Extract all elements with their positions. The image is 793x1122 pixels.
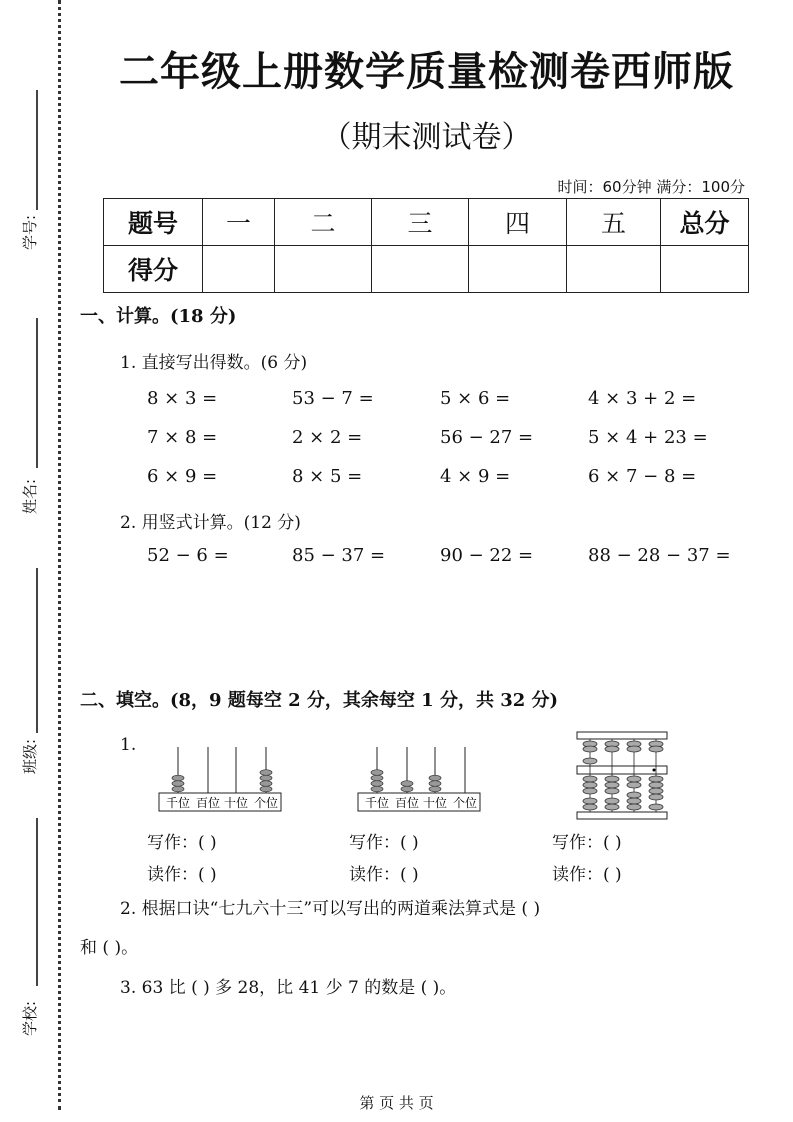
- abacus-bead: [429, 786, 441, 792]
- abacus-bead: [371, 775, 383, 781]
- abacus-bead: [371, 770, 383, 776]
- oral-calc-item: 56 − 27 =: [440, 427, 534, 448]
- place-label: 千位: [364, 796, 390, 810]
- place-label: 十位: [422, 796, 448, 810]
- q2-label: 2. 用竖式计算。(12 分): [120, 513, 301, 533]
- table-header-cell: 三: [372, 199, 469, 246]
- place-label: 个位: [253, 796, 279, 810]
- student-id-label: 学号:: [21, 214, 40, 251]
- score-cell[interactable]: [469, 246, 567, 293]
- read-blank[interactable]: 读作：( ): [349, 865, 419, 885]
- write-blank[interactable]: 写作：( ): [147, 833, 217, 853]
- read-blank[interactable]: 读作：( ): [552, 865, 622, 885]
- abacus-bead: [371, 786, 383, 792]
- oral-calc-item: 53 − 7 =: [292, 388, 374, 409]
- abacus-bead: [429, 775, 441, 781]
- oral-calc-item: 4 × 3 + 2 =: [588, 388, 697, 409]
- score-cell[interactable]: [661, 246, 749, 293]
- abacus-bead: [172, 786, 184, 792]
- score-cell[interactable]: [372, 246, 469, 293]
- oral-calc-item: 5 × 4 + 23 =: [588, 427, 708, 448]
- vertical-calc-item: 90 − 22 =: [440, 545, 534, 566]
- score-cell[interactable]: [203, 246, 275, 293]
- chinese-abacus: [575, 730, 670, 822]
- school-label: 学校:: [21, 1000, 40, 1037]
- abacus-bead: [260, 775, 272, 781]
- page-title: 二年级上册数学质量检测卷西师版: [119, 49, 734, 95]
- fill-q2-line2: 和 ( )。: [80, 938, 139, 958]
- table-header-cell: 五: [567, 199, 661, 246]
- abacus-bead: [260, 781, 272, 787]
- abacus-bead: [172, 781, 184, 787]
- oral-calc-item: 4 × 9 =: [440, 466, 511, 487]
- oral-calc-item: 6 × 7 − 8 =: [588, 466, 697, 487]
- abacus-1: [158, 745, 288, 815]
- place-label: 个位: [452, 796, 478, 810]
- school-line: [36, 818, 38, 986]
- abacus-bead: [401, 781, 413, 787]
- score-row-label: 得分: [104, 246, 203, 293]
- oral-calc-item: 8 × 3 =: [147, 388, 218, 409]
- place-label: 百位: [394, 796, 420, 810]
- fill-q1-label: 1.: [120, 735, 137, 755]
- read-blank[interactable]: 读作：( ): [147, 865, 217, 885]
- abacus-bead: [429, 781, 441, 787]
- vertical-calc-item: 85 − 37 =: [292, 545, 386, 566]
- vertical-calc-item: 88 − 28 − 37 =: [588, 545, 731, 566]
- name-label: 姓名:: [21, 478, 40, 515]
- abacus-bead: [172, 775, 184, 781]
- page-subtitle: （期末测试卷）: [321, 120, 532, 155]
- table-header-cell: 总分: [661, 199, 749, 246]
- score-table: [103, 198, 749, 293]
- score-cell[interactable]: [275, 246, 372, 293]
- place-label: 百位: [195, 796, 221, 810]
- vertical-calc-item: 52 − 6 =: [147, 545, 229, 566]
- class-line: [36, 568, 38, 733]
- oral-calc-item: 8 × 5 =: [292, 466, 363, 487]
- oral-calc-item: 2 × 2 =: [292, 427, 363, 448]
- abacus-bead: [371, 781, 383, 787]
- table-header-cell: 四: [469, 199, 567, 246]
- oral-calc-item: 6 × 9 =: [147, 466, 218, 487]
- table-header-cell: 二: [275, 199, 372, 246]
- write-blank[interactable]: 写作：( ): [552, 833, 622, 853]
- write-blank[interactable]: 写作：( ): [349, 833, 419, 853]
- q1-label: 1. 直接写出得数。(6 分): [120, 353, 308, 373]
- score-cell[interactable]: [567, 246, 661, 293]
- table-header-cell: 一: [203, 199, 275, 246]
- name-line: [36, 318, 38, 468]
- abacus-bead: [401, 786, 413, 792]
- binding-dashed-line: [58, 0, 61, 1110]
- fill-q2-line1: 2. 根据口诀“七九六十三”可以写出的两道乘法算式是 ( ): [120, 899, 541, 919]
- section2-heading: 二、填空。(8，9 题每空 2 分，其余每空 1 分，共 32 分): [80, 690, 559, 711]
- place-label: 十位: [223, 796, 249, 810]
- section1-heading: 一、计算。(18 分): [80, 306, 237, 327]
- class-label: 班级:: [21, 738, 40, 775]
- abacus-2: [357, 745, 487, 815]
- fill-q3: 3. 63 比 ( ) 多 28，比 41 少 7 的数是 ( )。: [120, 978, 457, 998]
- abacus-bead: [260, 770, 272, 776]
- abacus-bead: [260, 786, 272, 792]
- oral-calc-item: 5 × 6 =: [440, 388, 511, 409]
- place-label: 千位: [165, 796, 191, 810]
- table-header-cell: 题号: [104, 199, 203, 246]
- time-score-info: 时间：60分钟 满分：100分: [557, 178, 745, 196]
- oral-calc-item: 7 × 8 =: [147, 427, 218, 448]
- page-footer: 第 页 共 页: [359, 1094, 434, 1112]
